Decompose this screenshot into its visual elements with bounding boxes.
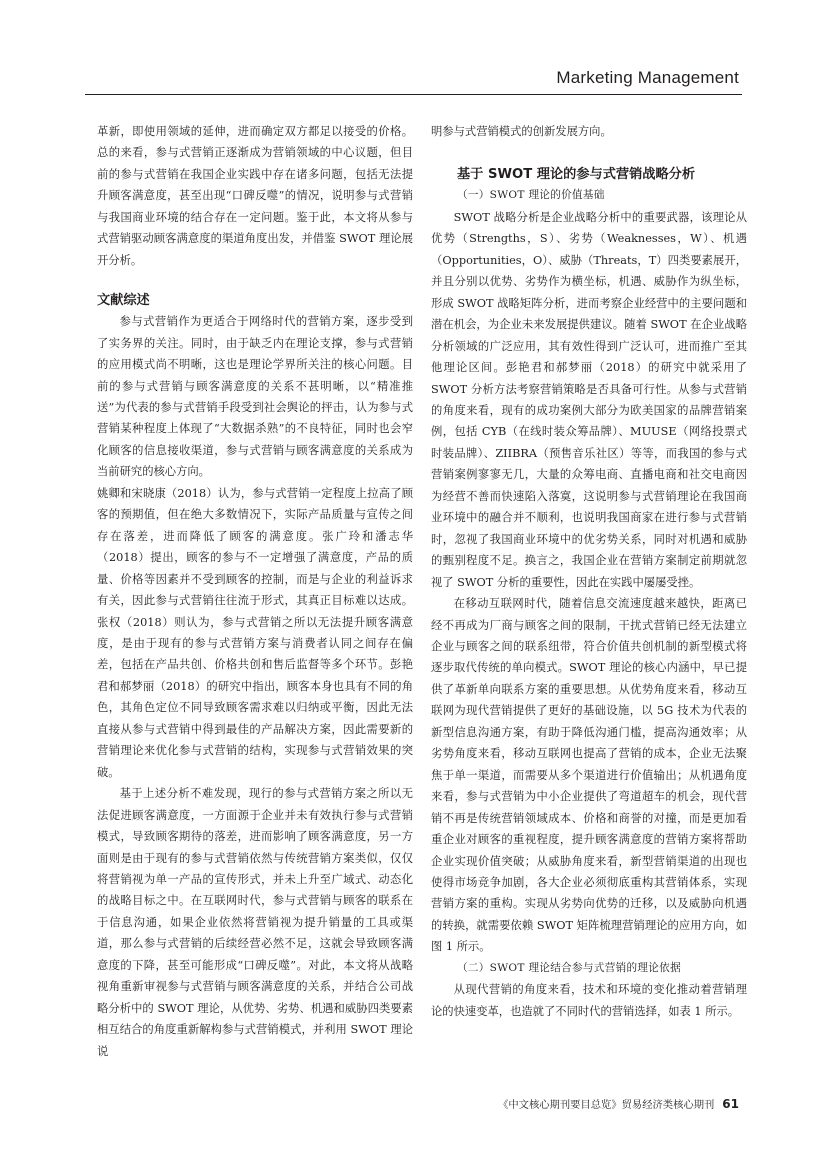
page-footer <box>498 1096 739 1111</box>
body-paragraph: 从现代营销的角度来看，技术和环境的变化推动着营销理论的快速变革，也造就了不同时代的营销选择，如表 1 所示。 <box>431 983 747 1018</box>
header-divider <box>85 94 742 95</box>
section-heading-literature-review: 文献综述 <box>97 293 150 309</box>
body-paragraph: 基于上述分析不难发现，现行的参与式营销方案之所以无法促进顾客满意度，一方面源于企业并未有效执行参与式营销模式，导致顾客期待的落差，进而影响了顾客满意度，另一方面则是由于现有的参与式营销依然与传统营销方案类似，仅仅将营销视为单一产品的宣传形式，并未上升至广域式、动态化的战略目标之中。在互联网时代，参与式营销与顾客的联系在于信息沟通，如果企业依然将营销视为提升销量的工具或渠道，那么参与式营销的后续经营必然不足，这就会导致顾客满意度的下降，甚至可能形成“口碑反噬”。对此，本文将从战略视角重新审视参与式营销与顾客满意度的关系，并结合公司战略分析中的 SWOT 理论，从优势、劣势、机遇和威胁四类要素相互结合的角度重新解构参与式营销模式，并利用 SWOT 理论说 <box>97 787 413 1058</box>
left-column <box>97 121 413 1062</box>
body-paragraph: 姚卿和宋晓康（2018）认为，参与式营销一定程度上拉高了顾客的预期值，但在绝大多数情况下，实际产品质量与宣传之间存在落差，进而降低了顾客的满意度。张广玲和潘志华（2018）提出，顾客的参与不一定增强了满意度，产品的质量、价格等因素并不受到顾客的控制，而是与企业的利益诉求有关，因此参与式营销往往流于形式，其真正目标难以达成。张权（2018）则认为，参与式营销之所以无法提升顾客满意度，是由于现有的参与式营销方案与消费者认同之间存在偏差，包括在产品共创、价格共创和售后监督等多个环节。彭艳君和郝梦丽（2018）的研究中指出，顾客本身也具有不同的角色，其角色定位不同导致顾客需求难以归纳或平衡，因此无法直接从参与式营销中得到最佳的产品解决方案，因此需要新的营销理论来优化参与式营销的结构，实现参与式营销效果的突破。 <box>97 486 413 779</box>
body-paragraph: 在移动互联网时代，随着信息交流速度越来越快，距离已经不再成为厂商与顾客之间的限制，干扰式营销已经无法建立企业与顾客之间的联系纽带，符合价值共创机制的新型模式将逐步取代传统的单向模式。SWOT 理论的核心内涵中，早已提供了革新单向联系方案的重要思想。从优势角度来看，移动互联网为现代营销提供了更好的基础设施，以 5G 技术为代表的新型信息沟通方案，有助于降低沟通门槛，提高沟通效率；从劣势角度来看，移动互联网也提高了营销的成本，企业无法聚焦于单一渠道，而需要从多个渠道进行价值输出；从机遇角度来看，参与式营销为中小企业提供了弯道超车的机会，现代营销不再是传统营销领域成本、价格和商誉的对撞，而是更加看重企业对顾客的重视程度，提升顾客满意度的营销方案将帮助企业实现价值突破；从威胁角度来看，新型营销渠道的出现也使得市场竞争加剧，各大企业必须彻底重构其营销体系，实现营销方案的重构。实现从劣势向优势的迁移，以及威胁向机遇的转换，就需要依赖 SWOT 矩阵梳理营销理论的应用方向，如图 1 所示。 <box>431 597 747 954</box>
right-column <box>431 121 747 1022</box>
journal-name: 《中文核心期刊要目总览》贸易经济类核心期刊 <box>498 1099 715 1111</box>
body-paragraph: 明参与式营销模式的创新发展方向。 <box>431 125 612 138</box>
section-heading-swot-analysis: 基于 SWOT 理论的参与式营销战略分析 <box>457 167 696 183</box>
subsection-heading: （二）SWOT 理论结合参与式营销的理论依据 <box>457 961 681 974</box>
body-paragraph: SWOT 战略分析是企业战略分析中的重要武器，该理论从优势（Strengths，S）、劣势（Weaknesses，W）、机遇（Opportunities，O）、威胁（Threats，T）四类要素展开，并且分别以优势、劣势作为横坐标，机遇、威胁作为纵坐标，形成 SWOT 战略矩阵分析，进而考察企业经营中的主要问题和潜在机会，为企业未来发展提供建议。随着 SWOT 在企业战略分析领域的广泛应用，其有效性得到广泛认可，进而推广至其他理论区间。彭艳君和郝梦丽（2018）的研究中就采用了 SWOT 分析方法考察营销策略是否具备可行性。从参与式营销的角度来看，现有的成功案例大部分为欧美国家的品牌营销案例，包括 CYB（在线时装众筹品牌）、MUUSE（网络投票式时装品牌）、ZIIBRA（预售音乐社区）等等，而我国的参与式营销案例寥寥无几，大量的众筹电商、直播电商和社交电商因为经营不善而快速陷入落寞，这说明参与式营销理论在我国商业环境中的融合并不顺利，也说明我国商家在进行参与式营销时，忽视了我国商业环境中的优劣势关系，同时对机遇和威胁的甄别程度不足。换言之，我国企业在营销方案制定前期就忽视了 SWOT 分析的重要性，因此在实践中屡屡受挫。 <box>431 210 747 589</box>
page-number: 61 <box>722 1097 739 1111</box>
running-header-title: Marketing Management <box>556 68 739 87</box>
body-paragraph: 参与式营销作为更适合于网络时代的营销方案，逐步受到了实务界的关注。同时，由于缺乏内在理论支撑，参与式营销的应用模式尚不明晰，这也是理论学界所关注的核心问题。目前的参与式营销与顾客满意度的关系不甚明晰，以“精准推送”为代表的参与式营销手段受到社会舆论的抨击，认为参与式营销某种程度上体现了“大数据杀熟”的不良特征，同时也会窄化顾客的信息接收渠道，参与式营销与顾客满意度的关系成为当前研究的核心方向。 <box>97 315 413 479</box>
subsection-heading: （一）SWOT 理论的价值基础 <box>457 189 605 202</box>
body-paragraph: 革新，即使用领域的延伸，进而确定双方都足以接受的价格。总的来看，参与式营销正逐渐成为营销领域的中心议题，但目前的参与式营销在我国企业实践中存在诸多问题，包括无法提升顾客满意度，甚至出现“口碑反噬”的情况，说明参与式营销与我国商业环境的结合存在一定问题。鉴于此，本文将从参与式营销驱动顾客满意度的渠道角度出发，并借鉴 SWOT 理论展开分析。 <box>97 125 413 267</box>
